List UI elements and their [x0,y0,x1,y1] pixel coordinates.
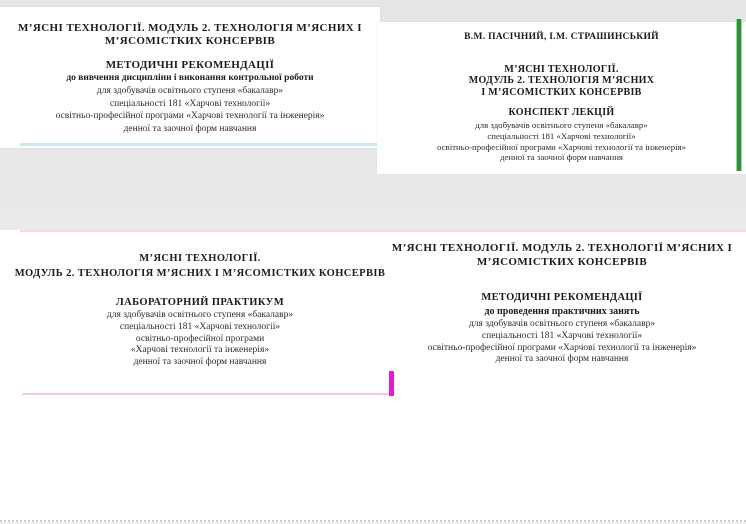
page-thumbnail-practical-classes-cover[interactable] [378,230,746,366]
audience-line: спеціальності 181 «Харчові технології» [109,98,271,109]
doc-type-heading: МЕТОДИЧНІ РЕКОМЕНДАЦІЇ [481,292,643,303]
audience-line: освітньо-професійної програми [135,333,265,344]
audience-line: денної та заочної форм навчання [495,354,629,365]
audience-line: освітньо-професійної програми «Харчові технології та інженерія» [427,342,697,353]
audience-line: «Харчові технології та інженерія» [130,345,270,356]
page-thumbnail-lecture-notes-cover[interactable] [377,22,746,174]
audience-line: спеціальності 181 «Харчові технології» [119,321,281,332]
green-vertical-bar-accent [737,19,741,171]
audience-line: для здобувачів освітнього ступеня «бакалавр» [96,86,284,96]
page-title-line-1: М’ЯСНІ ТЕХНОЛОГІЇ. МОДУЛЬ 2. ТЕХНОЛОГІЇ М’ЯСНИХ І [391,242,733,254]
doc-type-heading: КОНСПЕКТ ЛЕКЦІЙ [508,107,615,119]
cyan-underline-accent [20,143,380,146]
doc-audience-lines [0,85,380,135]
bottom-pages-sheet [0,230,746,522]
page-title [0,22,380,48]
page-title-line-1: М’ЯСНІ ТЕХНОЛОГІЇ. [139,253,261,264]
doc-type-heading: ЛАБОРАТОРНИЙ ПРАКТИКУМ [115,297,285,308]
audience-line: освітньо-професійної програми «Харчові технології та інженерія» [55,111,325,121]
doc-subheading: до проведення практичних занять [484,306,640,317]
doc-type-heading: МЕТОДИЧНІ РЕКОМЕНДАЦІЇ [105,59,275,71]
doc-subheading: до вивчення дисципліни і виконання контрольної роботи [66,73,314,83]
page-title-line-1: М’ЯСНІ ТЕХНОЛОГІЇ. МОДУЛЬ 2. ТЕХНОЛОГІЯ М’ЯСНИХ І [18,22,362,34]
page-thumbnail-control-work-cover[interactable] [0,7,380,148]
audience-line: денної та заочної форм навчання [123,123,257,134]
page-title-line-3: І М’ЯСОМІСТКИХ КОНСЕРВІВ [481,86,642,98]
page-title [378,242,746,269]
magenta-vertical-bar-accent [389,371,394,396]
audience-line: спеціальності 181 «Харчові технології» [481,330,643,341]
page-title-line-2: М’ЯСОМІСТКИХ КОНСЕРВІВ [104,35,276,47]
audience-line: освітньо-професійної програми «Харчові технології та інженерія» [437,141,686,152]
authors-line: В.М. ПАСІЧНИЙ, І.М. СТРАШИНСЬКИЙ [464,32,659,42]
audience-line: для здобувачів освітнього ступеня «бакалавр» [468,319,656,329]
doc-audience-lines [0,310,400,369]
audience-line: для здобувачів освітнього ступеня «бакалавр» [475,120,648,131]
page-title-line-2: МОДУЛЬ 2. ТЕХНОЛОГІЯ М’ЯСНИХ [468,75,655,87]
audience-line: денної та заочної форм навчання [133,357,267,368]
audience-line: для здобувачів освітнього ступеня «бакалавр» [106,310,294,320]
audience-line: спеціальності 181 «Харчові технології» [487,131,636,142]
page-title-line-2: М’ЯСОМІСТКИХ КОНСЕРВІВ [476,255,648,268]
audience-line: денної та заочної форм навчання [500,152,623,163]
doc-audience-lines [378,319,746,366]
page-title-line-1: М’ЯСНІ ТЕХНОЛОГІЇ. [504,63,619,75]
page-thumbnail-lab-practicum-cover[interactable] [0,230,400,369]
doc-audience-lines [377,120,746,162]
page-title-line-2: МОДУЛЬ 2. ТЕХНОЛОГІЯ М’ЯСНИХ І М’ЯСОМІСТКИХ КОНСЕРВІВ [14,268,386,279]
page-title [377,64,746,99]
pink-bottom-frame-line [22,393,390,395]
